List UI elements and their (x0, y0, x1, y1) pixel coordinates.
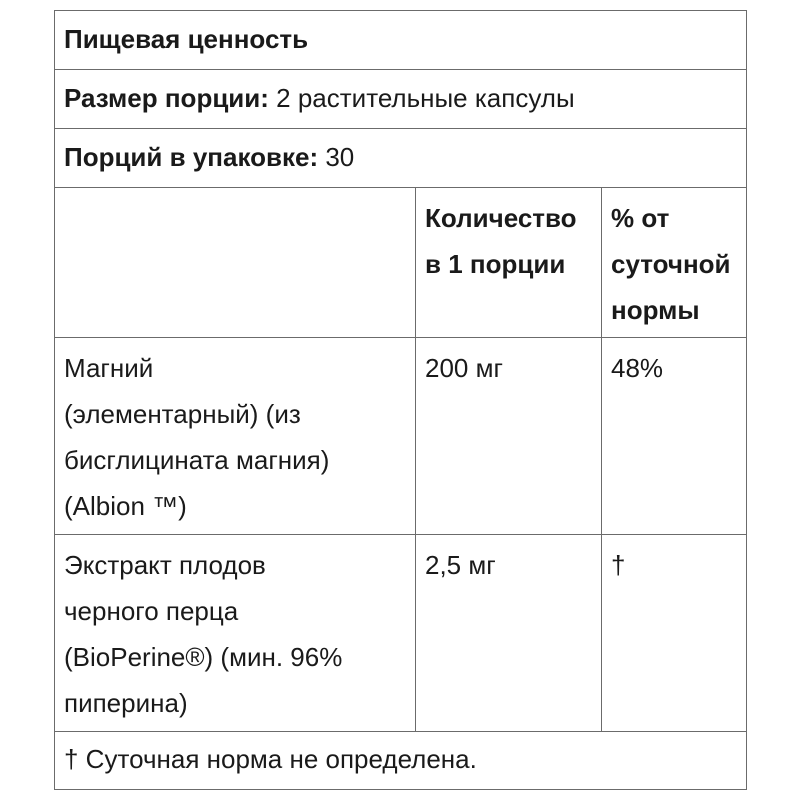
servings-per-container-row (55, 129, 746, 188)
ingredient-line: бисглицината магния) (64, 445, 330, 475)
amount-value: 200 мг (425, 353, 503, 383)
header-ingredient-cell (55, 188, 416, 337)
nutrition-facts-panel (54, 10, 747, 790)
amount-cell (416, 535, 602, 731)
ingredient-cell (55, 535, 416, 731)
ingredient-line: (элементарный) (из (64, 399, 301, 429)
ingredient-line: черного перца (64, 596, 239, 626)
header-daily-value-cell (602, 188, 746, 337)
daily-value-cell (602, 338, 746, 534)
header-daily-value-line: нормы (611, 295, 700, 325)
serving-size-value: 2 растительные капсулы (268, 83, 575, 113)
ingredient-line: (Albion ™) (64, 491, 187, 521)
ingredient-line: Экстракт плодов (64, 550, 266, 580)
ingredient-line: Магний (64, 353, 154, 383)
header-daily-value-line: % от (611, 203, 670, 233)
amount-cell (416, 338, 602, 534)
amount-value: 2,5 мг (425, 550, 496, 580)
daily-value-cell (602, 535, 746, 731)
servings-per-container-value: 30 (318, 142, 355, 172)
servings-per-container-label: Порций в упаковке: (64, 142, 319, 172)
ingredient-line: пиперина) (64, 688, 188, 718)
serving-size-label: Размер порции: (64, 83, 269, 113)
daily-value-value: 48% (611, 353, 664, 383)
serving-size-row (55, 70, 746, 129)
panel-title (55, 11, 746, 70)
footnote-row (55, 732, 746, 789)
table-row (55, 535, 746, 732)
header-amount-line: в 1 порции (425, 249, 566, 279)
panel-title-text: Пищевая ценность (64, 24, 309, 54)
header-amount-line: Количество (425, 203, 577, 233)
header-daily-value-line: суточной (611, 249, 731, 279)
ingredient-cell (55, 338, 416, 534)
table-row (55, 338, 746, 535)
footnote-text: † Суточная норма не определена. (64, 744, 477, 774)
daily-value-value: † (611, 550, 626, 580)
ingredient-line: (BioPerine®) (мин. 96% (64, 642, 343, 672)
table-header-row (55, 188, 746, 338)
header-amount-cell (416, 188, 602, 337)
